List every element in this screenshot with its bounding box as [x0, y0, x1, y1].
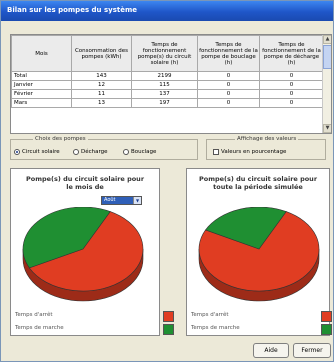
legend-run-swatch: [321, 324, 332, 335]
period-chart-panel: [186, 168, 330, 336]
pump-table: [11, 35, 324, 108]
pump-choice-group: [10, 136, 198, 160]
table-cell: Janvier: [12, 81, 72, 90]
table-cell: 0: [198, 81, 260, 90]
table-cell: 0: [260, 72, 324, 81]
help-button[interactable]: Aide: [253, 343, 289, 358]
table-row[interactable]: [12, 99, 324, 108]
title-bar: [1, 1, 333, 21]
legend-run-label: Temps de marche: [191, 325, 240, 331]
monthly-pie-chart: [11, 207, 161, 317]
month-select[interactable]: [101, 196, 142, 205]
legend-stop-label: Temps d'arrêt: [191, 312, 229, 318]
table-cell: 0: [198, 99, 260, 108]
radio-icon[interactable]: [73, 149, 79, 155]
pump-data-table: [10, 34, 332, 134]
legend-stop-swatch: [321, 311, 332, 322]
table-cell: 0: [260, 81, 324, 90]
monthly-chart-title: Pompe(s) du circuit solaire pour le mois de: [25, 175, 145, 191]
percentage-checkbox-label: Valeurs en pourcentage: [221, 149, 287, 155]
scroll-down-icon[interactable]: ▼: [323, 124, 332, 133]
scroll-thumb[interactable]: [323, 45, 332, 69]
close-button[interactable]: Fermer: [293, 343, 331, 358]
legend-stop-label: Temps d'arrêt: [15, 312, 53, 318]
table-cell: 0: [260, 99, 324, 108]
pump-choice-legend: Choix des pompes: [35, 136, 86, 142]
percentage-checkbox[interactable]: [213, 149, 286, 155]
table-cell: Février: [12, 90, 72, 99]
column-header-solar-runtime[interactable]: Temps de fonctionnement pompe(s) du circuit solaire (h): [132, 36, 198, 72]
radio-solar-circuit[interactable]: [14, 149, 60, 155]
column-header-discharge-runtime[interactable]: Temps de fonctionnement de la pompe de décharge (h): [260, 36, 324, 72]
chevron-down-icon[interactable]: ▼: [133, 197, 141, 204]
period-pie-chart: [187, 207, 331, 317]
table-cell: Total: [12, 72, 72, 81]
checkbox-icon[interactable]: [213, 149, 219, 155]
table-cell: 13: [72, 99, 132, 108]
table-cell: 11: [72, 90, 132, 99]
table-header-row: [12, 36, 324, 72]
table-cell: 197: [132, 99, 198, 108]
display-values-group: [206, 136, 326, 160]
table-cell: 0: [198, 90, 260, 99]
table-row[interactable]: [12, 90, 324, 99]
table-cell: Mars: [12, 99, 72, 108]
table-cell: 0: [260, 90, 324, 99]
radio-loop[interactable]: [123, 149, 156, 155]
table-cell: 137: [132, 90, 198, 99]
radio-discharge[interactable]: [73, 149, 108, 155]
table-cell: 2199: [132, 72, 198, 81]
table-cell: 0: [198, 72, 260, 81]
column-header-consumption[interactable]: Consommation des pompes (kWh): [72, 36, 132, 72]
month-select-value[interactable]: Août: [102, 197, 134, 204]
legend-run-label: Temps de marche: [15, 325, 64, 331]
column-header-month[interactable]: Mois: [12, 36, 72, 72]
table-scrollbar[interactable]: [322, 35, 331, 133]
legend-stop-swatch: [163, 311, 174, 322]
table-row[interactable]: [12, 81, 324, 90]
radio-solar-circuit-label: Circuit solaire: [22, 149, 60, 155]
legend-run-swatch: [163, 324, 174, 335]
column-header-loop-runtime[interactable]: Temps de fonctionnement de la pompe de bouclage (h): [198, 36, 260, 72]
monthly-chart-panel: [10, 168, 160, 336]
radio-icon[interactable]: [123, 149, 129, 155]
table-cell: 143: [72, 72, 132, 81]
table-row[interactable]: [12, 72, 324, 81]
radio-selected-icon[interactable]: [14, 149, 20, 155]
window-title: Bilan sur les pompes du système: [7, 6, 138, 14]
display-values-legend: Affichage des valeurs: [237, 136, 297, 142]
period-chart-title: Pompe(s) du circuit solaire pour toute la période simulée: [198, 175, 318, 191]
radio-discharge-label: Décharge: [81, 149, 108, 155]
scroll-up-icon[interactable]: ▲: [323, 35, 332, 44]
radio-loop-label: Bouclage: [131, 149, 157, 155]
table-cell: 12: [72, 81, 132, 90]
table-cell: 115: [132, 81, 198, 90]
